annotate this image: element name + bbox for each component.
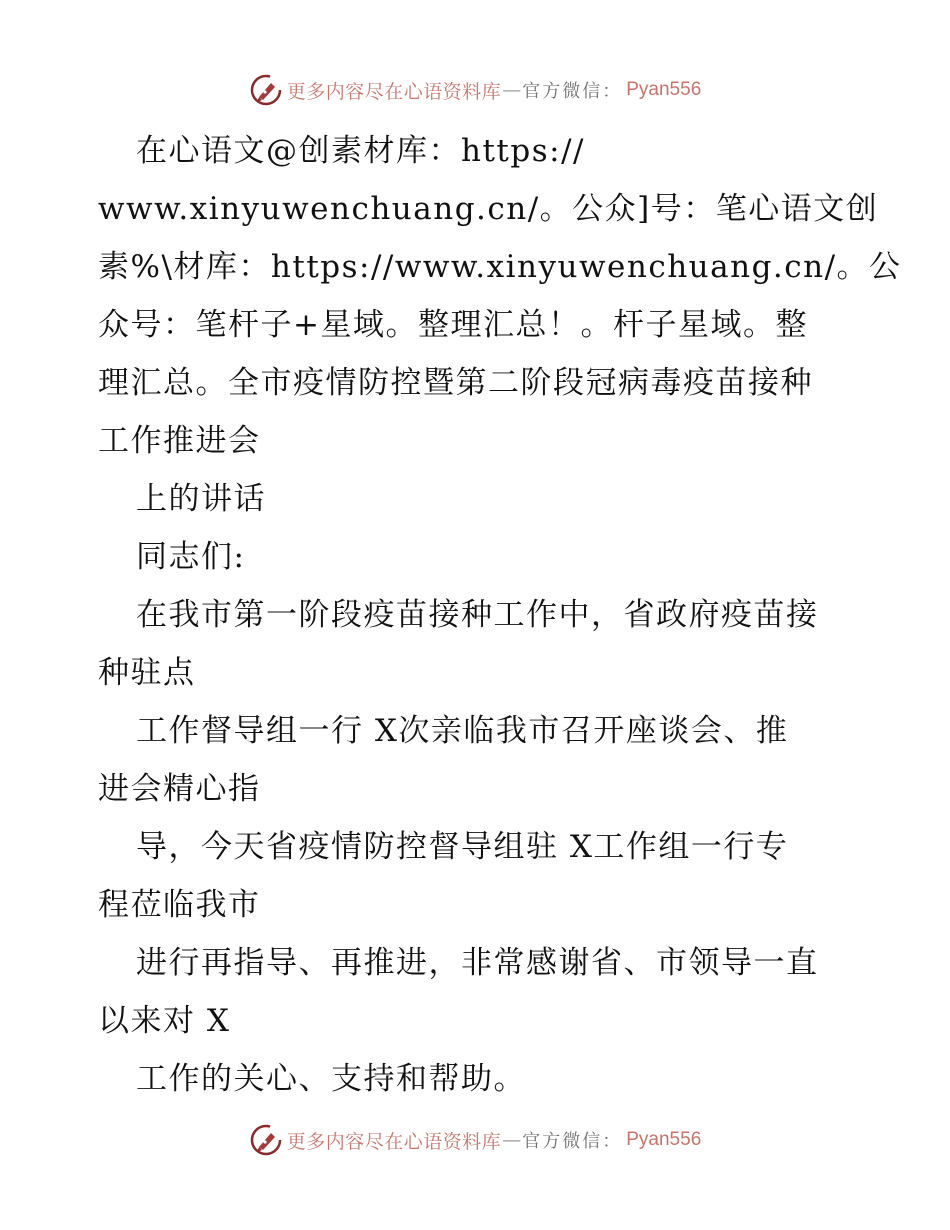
salutation: 同志们: [136, 539, 246, 575]
text-line: 导，今天省疫情防控督导组驻 X工作组一行专 [136, 829, 789, 865]
pen-nib-circle-icon [249, 1123, 283, 1157]
text-line: 工作督导组一行 X次亲临我市召开座谈会、推 [136, 713, 789, 749]
pen-nib-circle-icon [249, 73, 283, 107]
text-line: 以来对 X [98, 1003, 231, 1039]
watermark-wechat-id: Pyan556 [626, 1129, 702, 1150]
watermark-wechat-label: 官方微信： [522, 81, 623, 102]
footer-watermark [0, 1120, 950, 1160]
text-line: 进行再指导、再推进，非常感谢省、市领导一直 [136, 945, 819, 981]
text-line: 种驻点 [98, 655, 196, 691]
text-line: www.xinyuwenchuang.cn/。公众]号：笔心语文创 [98, 191, 879, 227]
watermark-dash: — [502, 1129, 522, 1151]
text-line: 工作推进会 [98, 423, 261, 459]
document-body [98, 122, 902, 1108]
text-line: 在我市第一阶段疫苗接种工作中，省政府疫苗接 [136, 597, 819, 633]
watermark-main-text: 更多内容尽在心语资料库 [286, 1130, 502, 1153]
text-line: 众号：笔杆子+星域。整理汇总！。杆子星域。整 [98, 307, 808, 343]
watermark-main-text: 更多内容尽在心语资料库 [286, 80, 502, 103]
text-line: 进会精心指 [98, 771, 261, 807]
text-line: 理汇总。全市疫情防控暨第二阶段冠病毒疫苗接种 [98, 365, 813, 401]
header-watermark [0, 70, 950, 110]
watermark-dash: — [502, 79, 522, 101]
text-line: 程莅临我市 [98, 887, 261, 923]
watermark-wechat-label: 官方微信： [522, 1131, 623, 1152]
watermark-wechat-id: Pyan556 [626, 79, 702, 100]
text-line: 在心语文@创素材库：https:// [136, 133, 585, 169]
text-line: 上的讲话 [136, 481, 266, 517]
text-line: 素%\材库：https://www.xinyuwenchuang.cn/。公 [98, 249, 902, 285]
text-line: 工作的关心、支持和帮助。 [136, 1061, 526, 1097]
